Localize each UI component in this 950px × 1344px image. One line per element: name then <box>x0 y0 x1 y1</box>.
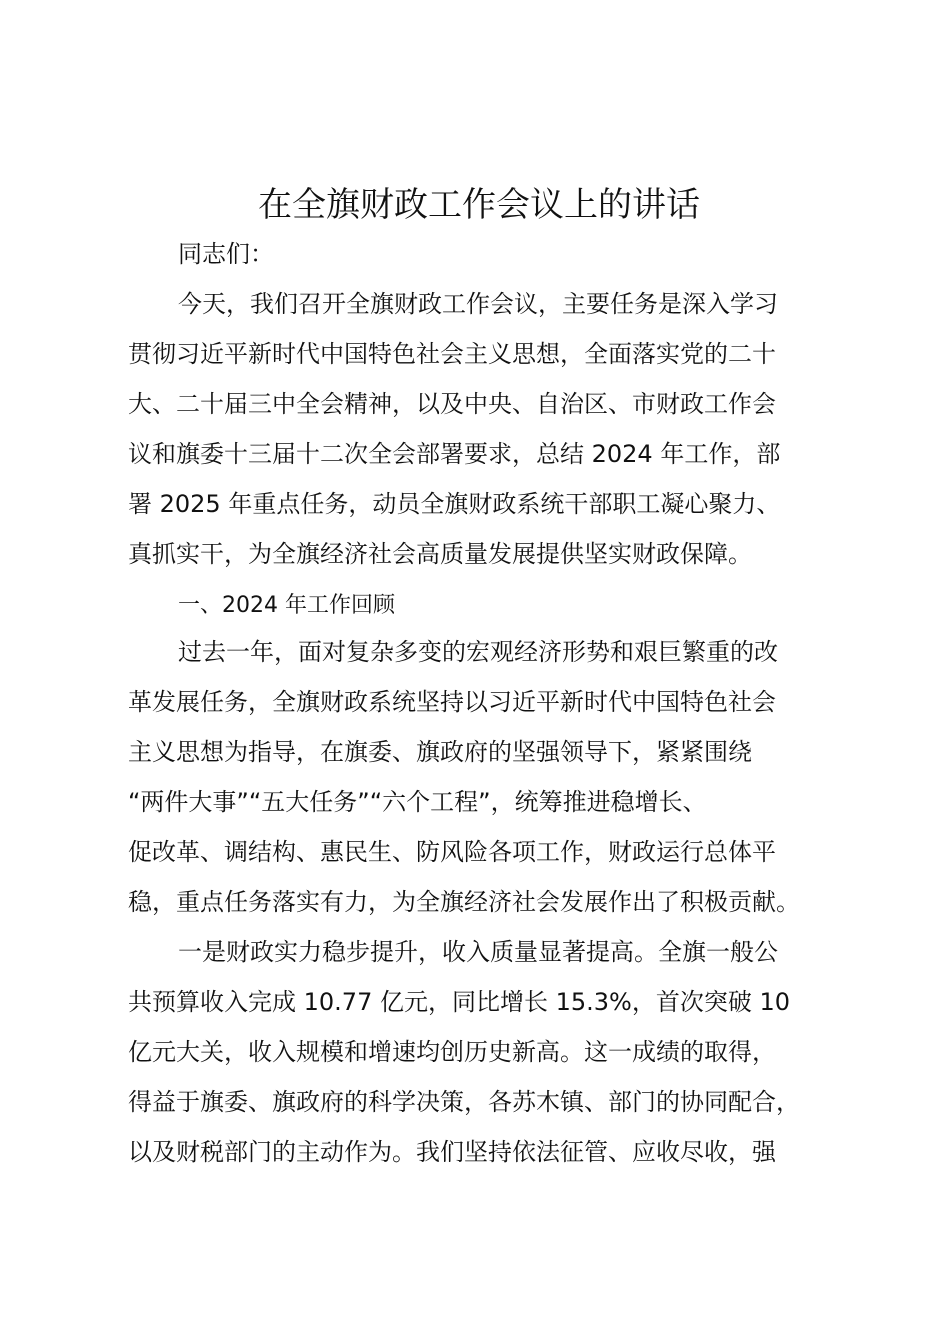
salutation-line: 同志们： <box>178 240 274 268</box>
paragraph-line: 得益于旗委、旗政府的科学决策，各苏木镇、部门的协同配合， <box>128 1088 800 1116</box>
paragraph-line: 以及财税部门的主动作为。我们坚持依法征管、应收尽收，强 <box>128 1138 776 1166</box>
paragraph-line: 共预算收入完成 10.77 亿元，同比增长 15.3%，首次突破 10 <box>128 988 791 1016</box>
paragraph-line: 真抓实干，为全旗经济社会高质量发展提供坚实财政保障。 <box>128 540 752 568</box>
document-title: 在全旗财政工作会议上的讲话 <box>258 185 700 225</box>
paragraph-line: 亿元大关，收入规模和增速均创历史新高。这一成绩的取得， <box>128 1038 776 1066</box>
section-heading: 一、2024 年工作回顾 <box>178 593 395 618</box>
paragraph-line: 一是财政实力稳步提升，收入质量显著提高。全旗一般公 <box>178 938 778 966</box>
paragraph-line: 大、二十届三中全会精神，以及中央、自治区、市财政工作会 <box>128 390 776 418</box>
paragraph-line: 稳，重点任务落实有力，为全旗经济社会发展作出了积极贡献。 <box>128 888 800 916</box>
paragraph-line: 今天，我们召开全旗财政工作会议，主要任务是深入学习 <box>178 290 778 318</box>
paragraph-line: 过去一年，面对复杂多变的宏观经济形势和艰巨繁重的改 <box>178 638 778 666</box>
paragraph-line: 议和旗委十三届十二次全会部署要求，总结 2024 年工作，部 <box>128 440 781 468</box>
paragraph-line: 促改革、调结构、惠民生、防风险各项工作，财政运行总体平 <box>128 838 776 866</box>
paragraph-line: 主义思想为指导，在旗委、旗政府的坚强领导下，紧紧围绕 <box>128 738 752 766</box>
paragraph-line: 贯彻习近平新时代中国特色社会主义思想，全面落实党的二十 <box>128 340 776 368</box>
paragraph-line: 革发展任务，全旗财政系统坚持以习近平新时代中国特色社会 <box>128 688 776 716</box>
paragraph-line: 署 2025 年重点任务，动员全旗财政系统干部职工凝心聚力、 <box>128 490 781 518</box>
paragraph-line: “两件大事”“五大任务”“六个工程”，统筹推进稳增长、 <box>128 788 707 816</box>
